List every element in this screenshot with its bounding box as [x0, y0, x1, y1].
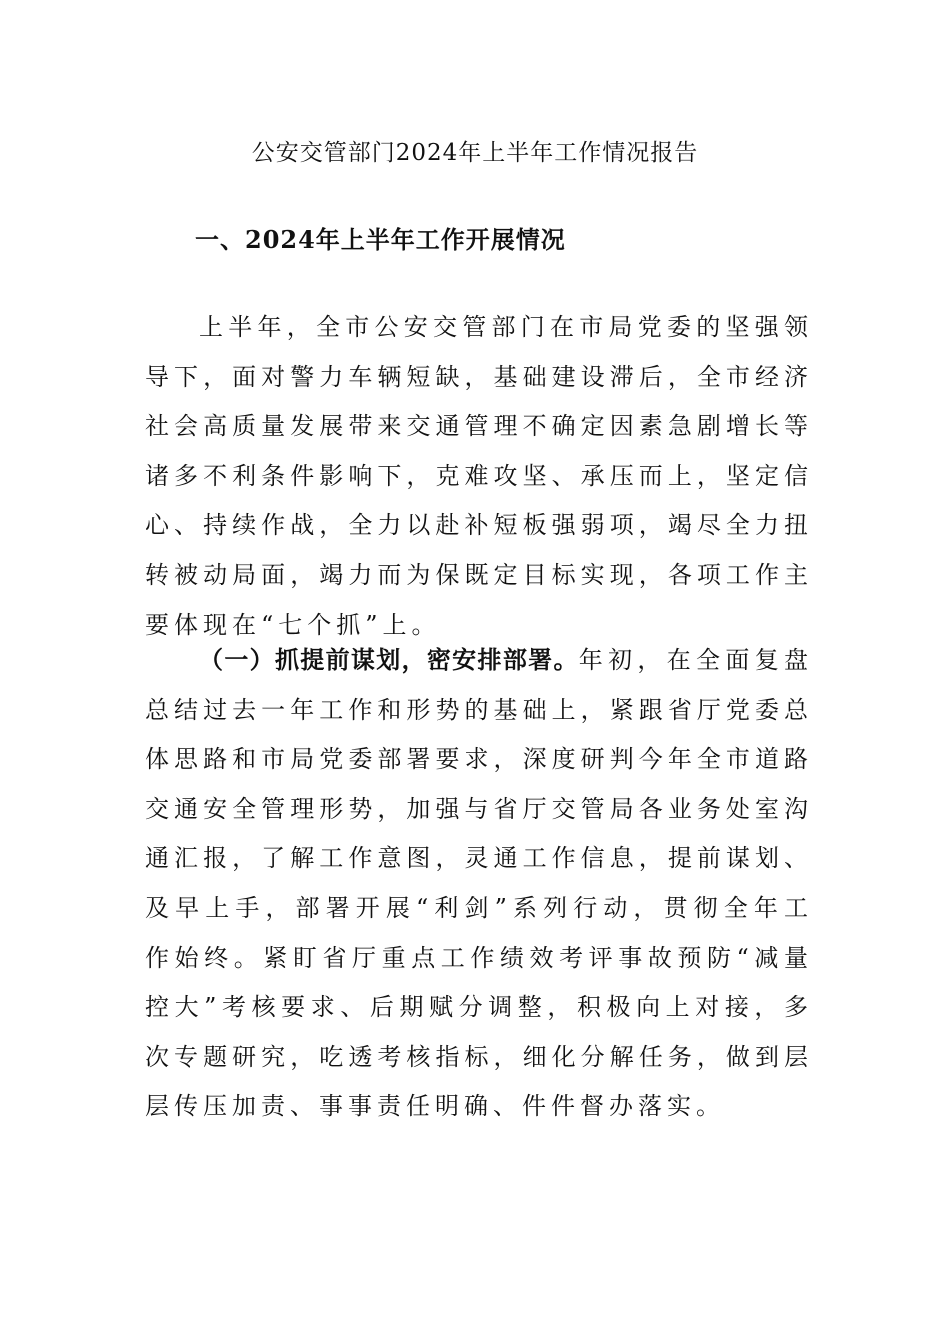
document-title: 公安交管部门2024年上半年工作情况报告 [251, 140, 699, 166]
paragraph-text: 年初，在全面复盘总结过去一年工作和形势的基础上，紧跟省厅党委总体思路和市局党委部署要求，深度研判今年全市道路交通安全管理形势，加强与省厅交管局各业务处室沟通汇报，了解工作意图，灵通工作信息，提前谋划、及早上手，部署开展“利剑”系列行动，贯彻全年工作始终。紧盯省厅重点工作绩效考评事故预防“减量控大”考核要求、后期赋分调整，积极向上对接，多次专题研究，吃透考核指标，细化分解任务，做到层层传压加责、事事责任明确、件件督办落实。 [145, 646, 814, 1121]
paragraph-planning [145, 635, 813, 1132]
paragraph-text: 上半年，全市公安交管部门在市局党委的坚强领导下，面对警力车辆短缺，基础建设滞后，全市经济社会高质量发展带来交通管理不确定因素急剧增长等诸多不利条件影响下，克难攻坚、承压而上，坚定信心、持续作战，全力以赴补短板强弱项，竭尽全力扭转被动局面，竭力而为保既定目标实现，各项工作主要体现在“七个抓”上。 [145, 313, 813, 639]
section-heading: 一、2024年上半年工作开展情况 [195, 225, 566, 254]
paragraph-overview [145, 303, 813, 650]
paragraph-lead: （一）抓提前谋划，密安排部署。 [199, 645, 579, 674]
